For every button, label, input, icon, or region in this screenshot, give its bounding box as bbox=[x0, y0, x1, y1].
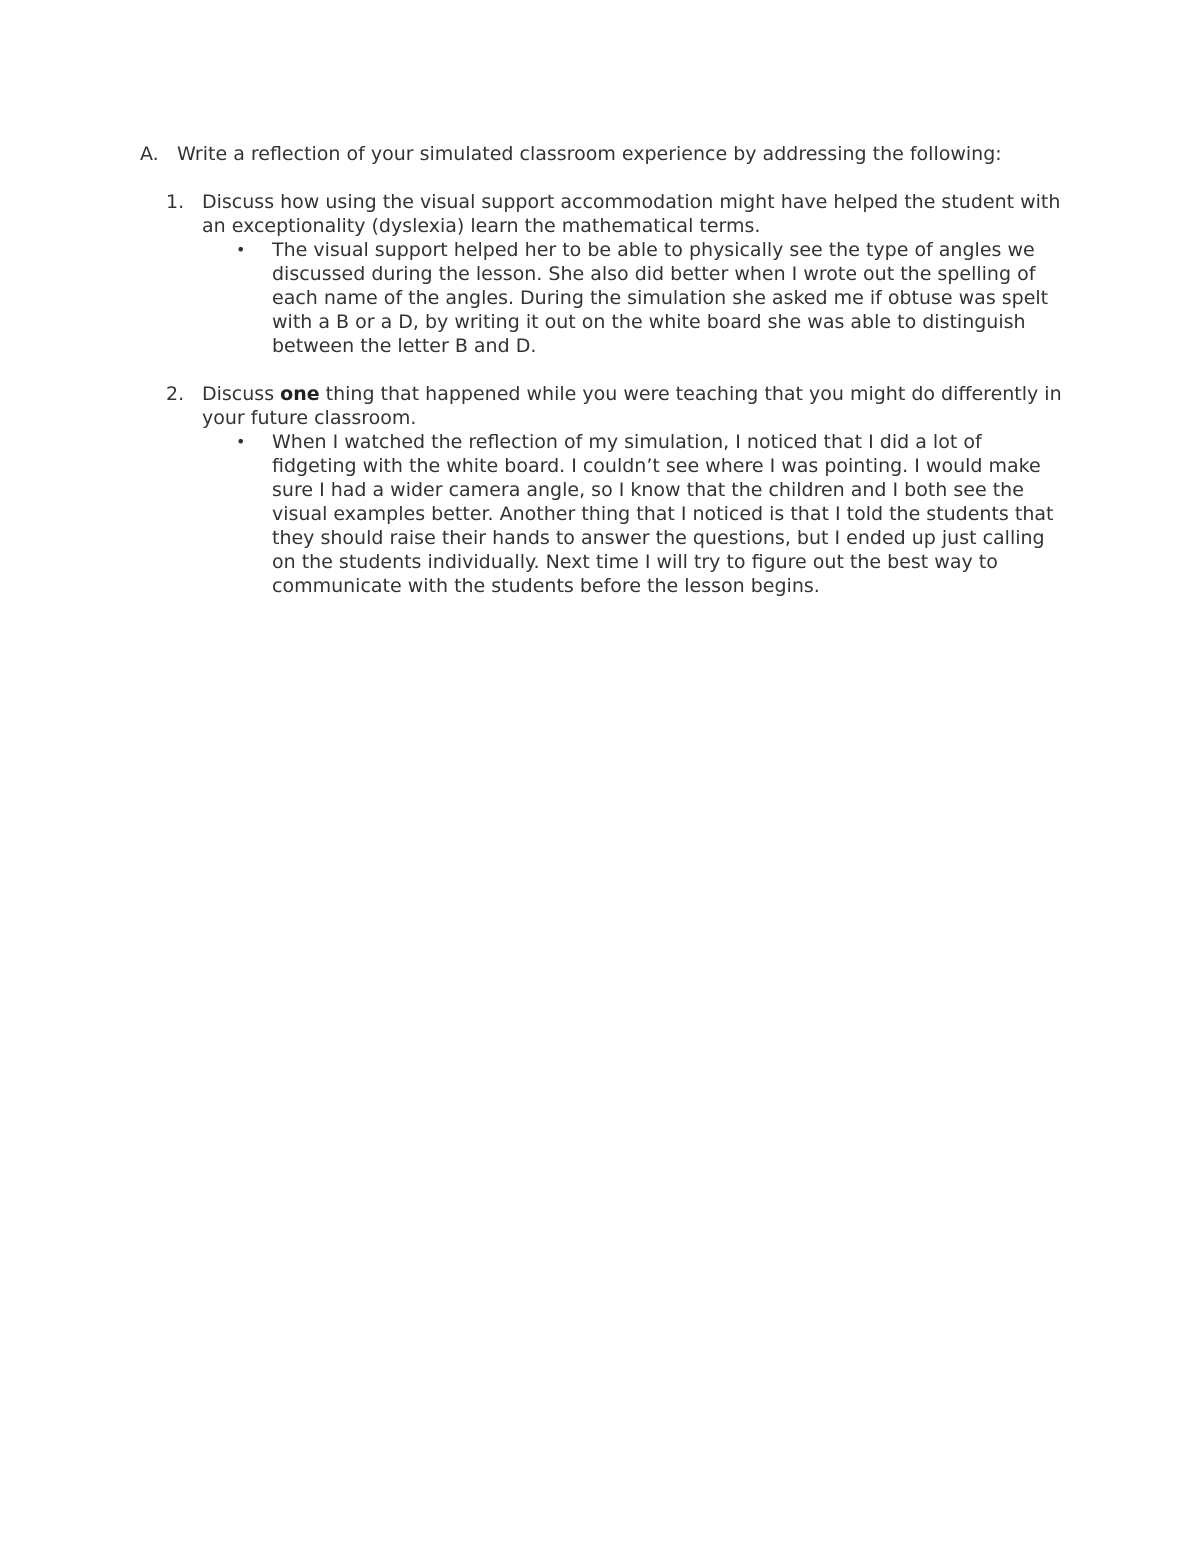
section-a-prompt: Write a reflection of your simulated classroom experience by addressing the following: bbox=[177, 143, 1002, 165]
section-a-marker: A. bbox=[140, 143, 159, 165]
question-2-emphasis: one bbox=[280, 383, 320, 405]
question-2-number: 2. bbox=[166, 383, 185, 405]
question-2-text-before: Discuss bbox=[202, 383, 281, 405]
question-1-number: 1. bbox=[166, 191, 185, 213]
question-2-text-after: thing that happened while you were teaching that you might do differently in your future classroom. bbox=[202, 383, 1062, 429]
answer-2-text: When I watched the reflection of my simulation, I noticed that I did a lot of fidgeting with the white board. I couldn’t see where I was pointing. I would make sure I had a wider camera angle, so I know that the children and I both see the visual examples better. Another thing that I noticed is that I told the students that they should raise their hands to answer the questions, but I ended up just calling on the students individually. Next time I will try to figure out the best way to communicate with the students before the lesson begins. bbox=[272, 431, 1054, 597]
answer-2-bullet: • bbox=[236, 432, 246, 451]
answer-1-bullet: • bbox=[236, 240, 246, 259]
answer-1-text: The visual support helped her to be able to physically see the type of angles we discussed during the lesson. She also did better when I wrote out the spelling of each name of the angles. During the simulation she asked me if obtuse was spelt with a B or a D, by writing it out on the white board she was able to distinguish between the letter B and D. bbox=[272, 239, 1049, 357]
question-2-prompt bbox=[202, 382, 1062, 430]
question-1-prompt: Discuss how using the visual support accommodation might have helped the student with an exceptionality (dyslexia) learn the mathematical terms. bbox=[202, 191, 1061, 237]
